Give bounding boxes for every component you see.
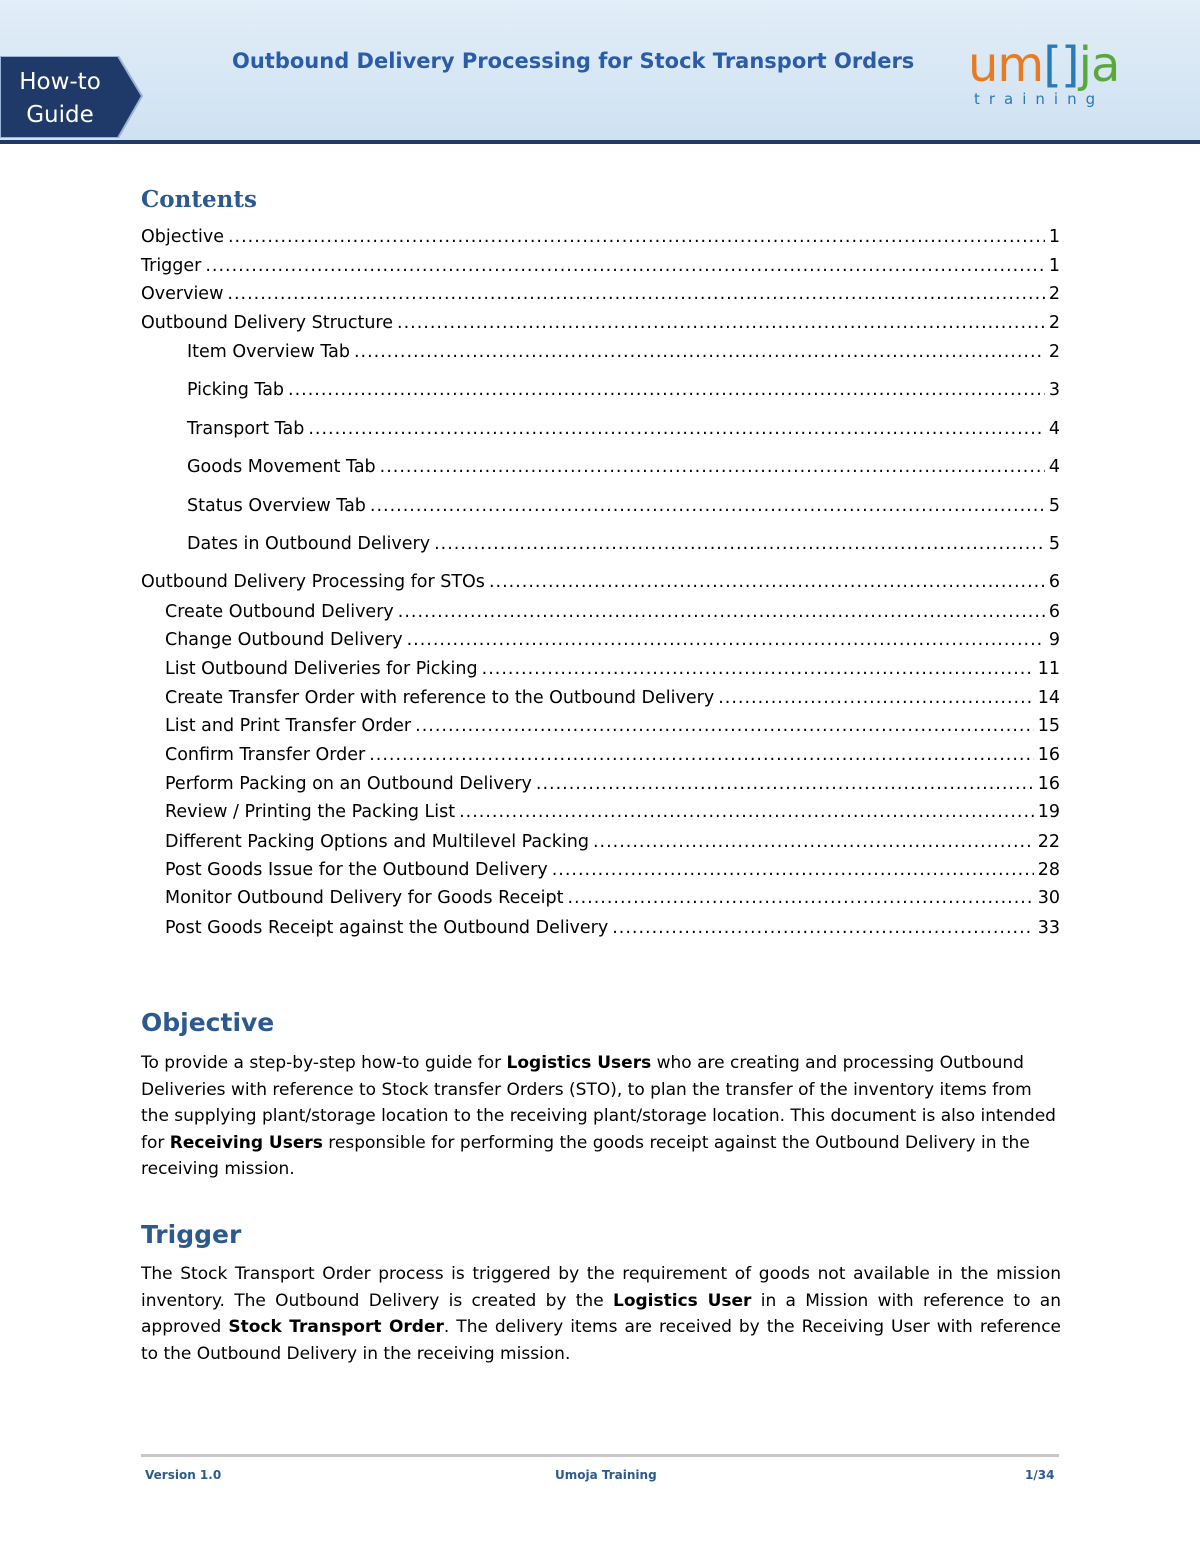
toc-entry-title: Post Goods Issue for the Outbound Delivery <box>165 860 548 880</box>
toc-entry-title: Different Packing Options and Multilevel Packing <box>165 832 589 852</box>
toc-entry-page: 1 <box>1048 227 1060 247</box>
toc-entry[interactable] <box>187 531 1060 557</box>
toc-entry-page: 2 <box>1048 342 1060 362</box>
logistics-user-bold: Logistics User <box>612 1290 752 1311</box>
umoja-training-logo <box>968 37 1158 114</box>
toc-leader-dots <box>593 829 1034 855</box>
toc-entry[interactable] <box>165 599 1060 625</box>
toc-entry-title: Create Transfer Order with reference to the Outbound Delivery <box>165 688 715 708</box>
toc-leader-dots <box>567 885 1033 911</box>
receiving-users-bold: Receiving Users <box>169 1132 323 1153</box>
badge-line-2: Guide <box>26 102 94 128</box>
footer-center: Umoja Training <box>555 1468 657 1482</box>
toc-entry-page: 9 <box>1048 630 1060 650</box>
toc-entry-title: Item Overview Tab <box>187 342 350 362</box>
toc-entry-page: 1 <box>1048 256 1060 276</box>
trigger-paragraph: The Stock Transport Order process is triggered by the requirement of goods not available in the mission inventory. The Outbound Delivery is created by the Logistics User in a Mission with reference to an approved Stock Transport Order. The delivery items are received by the Receiving User with reference to the Outbound Delivery in the receiving mission. <box>141 1264 1062 1364</box>
toc-entry-page: 28 <box>1037 860 1060 880</box>
toc-leader-dots <box>308 416 1045 442</box>
toc-entry[interactable] <box>187 493 1060 519</box>
toc-entry[interactable] <box>165 915 1060 941</box>
toc-leader-dots <box>398 599 1045 625</box>
toc-leader-dots <box>718 685 1034 711</box>
toc-leader-dots <box>369 742 1034 768</box>
footer-version: Version 1.0 <box>145 1468 222 1482</box>
toc-entry[interactable] <box>141 224 1060 250</box>
toc-leader-dots <box>489 569 1045 595</box>
toc-leader-dots <box>459 799 1034 825</box>
toc-entry-title: Outbound Delivery Processing for STOs <box>141 572 485 592</box>
toc-entry-page: 33 <box>1037 918 1060 938</box>
toc-entry-title: Dates in Outbound Delivery <box>187 534 431 554</box>
toc-entry-page: 2 <box>1048 313 1060 333</box>
toc-leader-dots <box>228 224 1045 250</box>
toc-entry[interactable] <box>165 857 1060 883</box>
toc-entry[interactable] <box>187 454 1060 480</box>
toc-entry-page: 11 <box>1037 659 1060 679</box>
toc-entry-page: 6 <box>1048 572 1060 592</box>
toc-entry-title: Review / Printing the Packing List <box>165 802 456 822</box>
toc-leader-dots <box>415 713 1034 739</box>
toc-entry-page: 15 <box>1037 716 1060 736</box>
toc-leader-dots <box>370 493 1045 519</box>
toc-leader-dots <box>205 253 1045 279</box>
document-title: Outbound Delivery Processing for Stock Transport Orders <box>232 49 915 73</box>
trigger-heading: Trigger <box>141 1220 242 1249</box>
toc-entry-page: 14 <box>1037 688 1060 708</box>
toc-entry[interactable] <box>187 377 1060 403</box>
toc-entry-page: 6 <box>1048 602 1060 622</box>
toc-entry-title: Goods Movement Tab <box>187 457 376 477</box>
toc-leader-dots <box>482 656 1034 682</box>
toc-entry-title: Change Outbound Delivery <box>165 630 403 650</box>
objective-paragraph: To provide a step-by-step how-to guide for Logistics Users who are creating and processing Outbound Deliveries with reference to Stock transfer Orders (STO), to plan the transfer of the inventory items from the supplying plant/storage location to the receiving plant/storage location. This document is also intended for Receiving Users responsible for performing the goods receipt against the Outbound Delivery in the receiving mission. <box>141 1053 1056 1179</box>
logo-part-1: um <box>968 37 1044 93</box>
toc-leader-dots <box>407 627 1045 653</box>
toc-leader-dots <box>397 310 1045 336</box>
toc-heading: Contents <box>141 186 257 213</box>
toc-entry[interactable] <box>165 799 1060 825</box>
toc-leader-dots <box>536 771 1034 797</box>
toc-leader-dots <box>552 857 1034 883</box>
toc-entry[interactable] <box>165 742 1060 768</box>
toc-leader-dots <box>380 454 1045 480</box>
toc-entry[interactable] <box>187 339 1060 365</box>
logo-subtitle: training <box>974 90 1105 108</box>
toc-entry[interactable] <box>165 627 1060 653</box>
toc-entry-page: 30 <box>1037 888 1060 908</box>
toc-entry-title: Outbound Delivery Structure <box>141 313 394 333</box>
toc-entry-title: List and Print Transfer Order <box>165 716 412 736</box>
toc-leader-dots <box>612 915 1033 941</box>
toc-entry[interactable] <box>165 713 1060 739</box>
toc-entry[interactable] <box>141 281 1060 307</box>
toc-leader-dots <box>434 531 1045 557</box>
toc-entry-title: Status Overview Tab <box>187 496 366 516</box>
toc-entry-page: 2 <box>1048 284 1060 304</box>
toc-entry-title: Confirm Transfer Order <box>165 745 366 765</box>
toc-entry-title: Monitor Outbound Delivery for Goods Receipt <box>165 888 564 908</box>
toc-entry[interactable] <box>165 685 1060 711</box>
toc-entry[interactable] <box>165 885 1060 911</box>
toc-entry-title: List Outbound Deliveries for Picking <box>165 659 478 679</box>
toc-entry[interactable] <box>141 253 1060 279</box>
objective-heading: Objective <box>141 1008 275 1037</box>
toc-entry[interactable] <box>141 310 1060 336</box>
badge-line-1: How-to <box>19 69 101 95</box>
toc-entry-title: Transport Tab <box>187 419 305 439</box>
toc-entry-title: Overview <box>141 284 224 304</box>
stock-transport-order-bold: Stock Transport Order <box>228 1317 444 1337</box>
toc-entry-title: Perform Packing on an Outbound Delivery <box>165 774 532 794</box>
toc-entry[interactable] <box>165 771 1060 797</box>
logo-part-2: [] <box>1043 37 1079 93</box>
toc-entry-page: 16 <box>1037 745 1060 765</box>
how-to-guide-badge <box>0 56 146 138</box>
toc-entry-title: Trigger <box>141 256 202 276</box>
page-header <box>0 0 1200 144</box>
toc-entry[interactable] <box>187 416 1060 442</box>
toc-entry-title: Post Goods Receipt against the Outbound Delivery <box>165 918 609 938</box>
logistics-users-bold: Logistics Users <box>506 1053 652 1073</box>
toc-entry-page: 4 <box>1048 457 1060 477</box>
toc-entry[interactable] <box>141 569 1060 595</box>
toc-entry[interactable] <box>165 656 1060 682</box>
toc-entry-page: 16 <box>1037 774 1060 794</box>
toc-entry-page: 4 <box>1048 419 1060 439</box>
toc-entry-page: 5 <box>1048 496 1060 516</box>
toc-entry[interactable] <box>165 829 1060 855</box>
toc-entry-title: Picking Tab <box>187 380 285 400</box>
toc-leader-dots <box>288 377 1045 403</box>
footer-divider <box>141 1454 1059 1457</box>
toc-leader-dots <box>354 339 1045 365</box>
footer-page-number: 1/34 <box>1025 1468 1055 1482</box>
toc-entry-page: 3 <box>1048 380 1060 400</box>
toc-entry-title: Create Outbound Delivery <box>165 602 394 622</box>
logo-part-3: ja <box>1078 37 1120 93</box>
toc-entry-title: Objective <box>141 227 224 247</box>
toc-entry-page: 5 <box>1048 534 1060 554</box>
toc-leader-dots <box>227 281 1044 307</box>
toc-entry-page: 22 <box>1037 832 1060 852</box>
toc-entry-page: 19 <box>1037 802 1060 822</box>
